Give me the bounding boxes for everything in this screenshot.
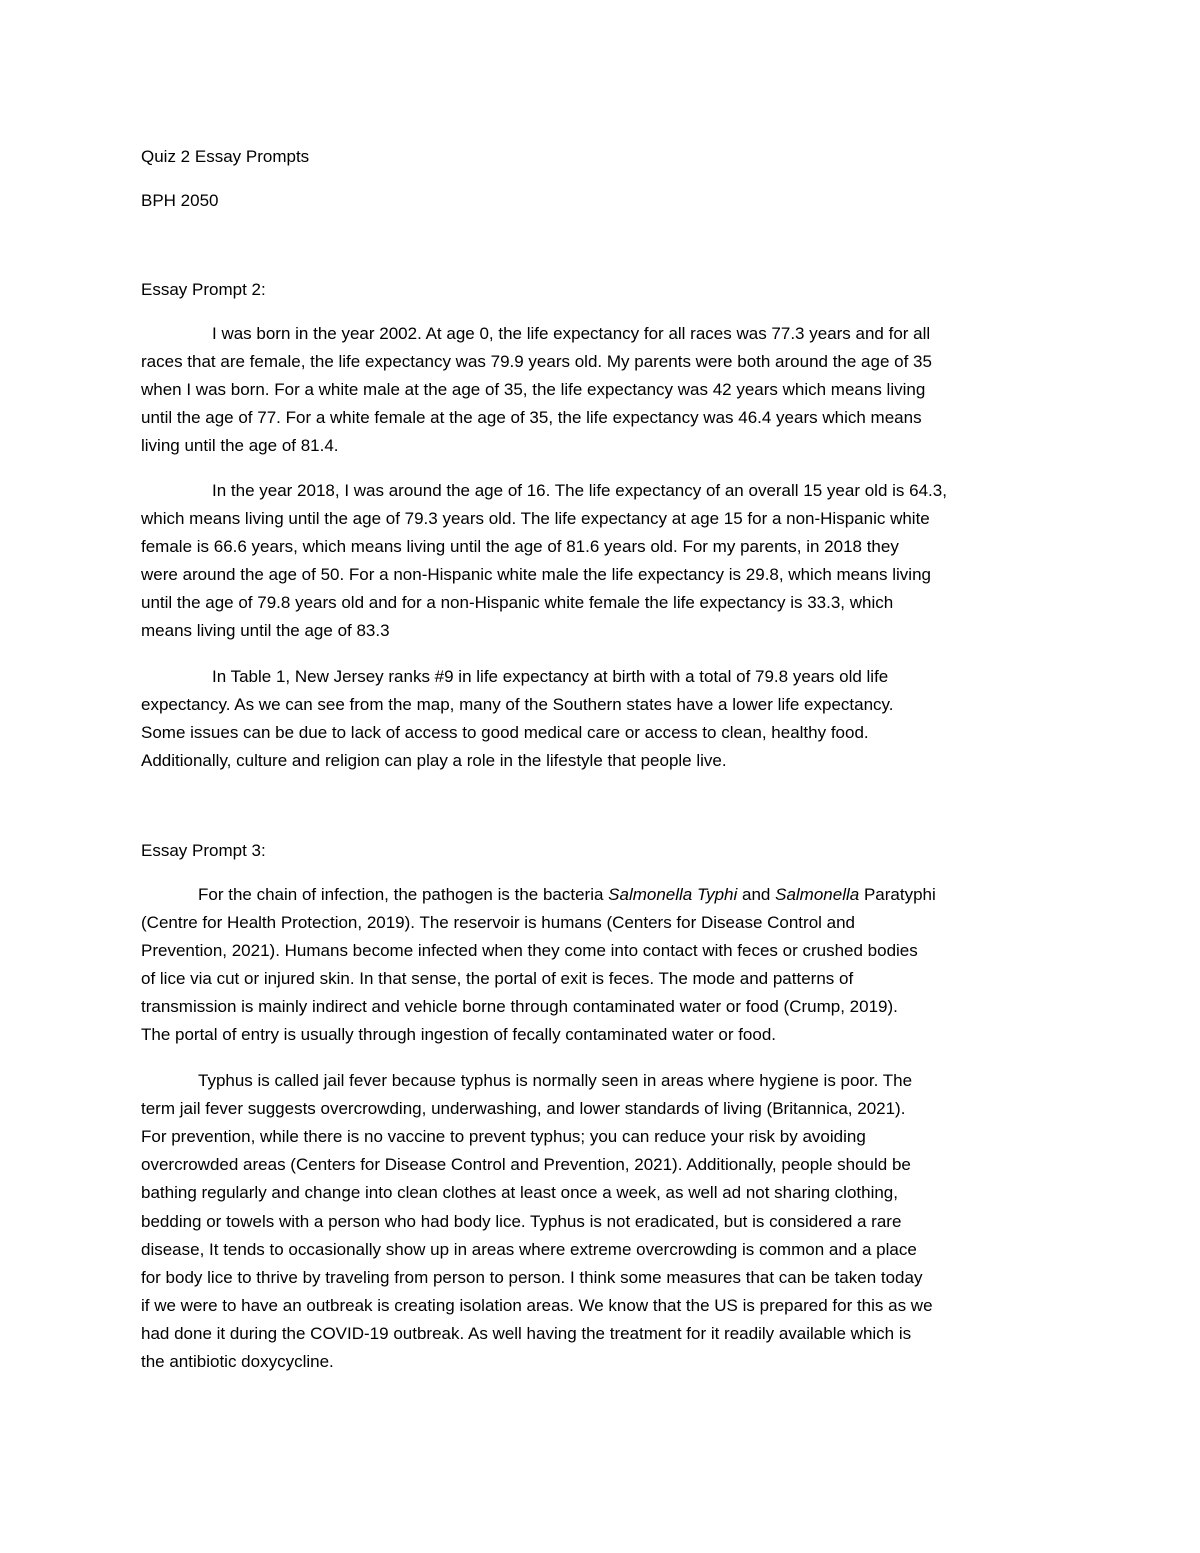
paragraph-line: were around the age of 50. For a non-Hispanic white male the life expectancy is 29.8, which means living (141, 565, 931, 584)
paragraph-line (198, 884, 936, 906)
course-code: BPH 2050 (141, 191, 219, 210)
italic-species-name: Salmonella Typhi (608, 885, 738, 904)
paragraph-line: which means living until the age of 79.3 years old. The life expectancy at age 15 for a non-Hispanic white (141, 509, 930, 528)
document-title: Quiz 2 Essay Prompts (141, 147, 310, 166)
paragraph-line: Some issues can be due to lack of access to good medical care or access to clean, healthy food. (141, 723, 869, 742)
paragraph-line: Typhus is called jail fever because typhus is normally seen in areas where hygiene is poor. The (198, 1071, 913, 1090)
paragraph-line: (Centre for Health Protection, 2019). The reservoir is humans (Centers for Disease Control and (141, 913, 856, 932)
paragraph-line: expectancy. As we can see from the map, many of the Southern states have a lower life expectancy. (141, 695, 894, 714)
text-run: For the chain of infection, the pathogen is the bacteria (198, 885, 609, 904)
paragraph-line: until the age of 79.8 years old and for a non-Hispanic white female the life expectancy is 33.3, which (141, 593, 894, 612)
paragraph-line: for body lice to thrive by traveling from person to person. I think some measures that can be taken today (141, 1268, 923, 1287)
paragraph-line: overcrowded areas (Centers for Disease Control and Prevention, 2021). Additionally, people should be (141, 1155, 911, 1174)
text-run: Paratyphi (859, 885, 936, 904)
paragraph-line: until the age of 77. For a white female at the age of 35, the life expectancy was 46.4 years which means (141, 408, 922, 427)
paragraph-line: female is 66.6 years, which means living until the age of 81.6 years old. For my parents, in 2018 they (141, 537, 899, 556)
paragraph-line: living until the age of 81.4. (141, 436, 339, 455)
paragraph-line: Prevention, 2021). Humans become infected when they come into contact with feces or crushed bodies (141, 941, 918, 960)
prompt3-heading: Essay Prompt 3: (141, 841, 266, 860)
prompt2-heading: Essay Prompt 2: (141, 280, 266, 299)
paragraph-line: Additionally, culture and religion can play a role in the lifestyle that people live. (141, 751, 727, 770)
paragraph-line: For prevention, while there is no vaccine to prevent typhus; you can reduce your risk by avoiding (141, 1127, 866, 1146)
paragraph-line: In the year 2018, I was around the age of 16. The life expectancy of an overall 15 year old is 64.3, (212, 481, 947, 500)
paragraph-line: bathing regularly and change into clean clothes at least once a week, as well ad not sharing clothing, (141, 1183, 898, 1202)
paragraph-line: I was born in the year 2002. At age 0, the life expectancy for all races was 77.3 years and for all (212, 324, 931, 343)
paragraph-line: The portal of entry is usually through ingestion of fecally contaminated water or food. (141, 1025, 777, 1044)
paragraph-line: bedding or towels with a person who had body lice. Typhus is not eradicated, but is considered a rare (141, 1212, 902, 1231)
paragraph-line: means living until the age of 83.3 (141, 621, 390, 640)
paragraph-line: the antibiotic doxycycline. (141, 1352, 334, 1371)
paragraph-line: had done it during the COVID-19 outbreak. As well having the treatment for it readily available which is (141, 1324, 912, 1343)
paragraph-line: of lice via cut or injured skin. In that sense, the portal of exit is feces. The mode and patterns of (141, 969, 854, 988)
paragraph-line: when I was born. For a white male at the age of 35, the life expectancy was 42 years which means living (141, 380, 926, 399)
paragraph-line: In Table 1, New Jersey ranks #9 in life expectancy at birth with a total of 79.8 years old life (212, 667, 889, 686)
paragraph-line: races that are female, the life expectancy was 79.9 years old. My parents were both around the age of 35 (141, 352, 932, 371)
italic-genus-name: Salmonella (775, 885, 860, 904)
paragraph-line: disease, It tends to occasionally show up in areas where extreme overcrowding is common and a place (141, 1240, 917, 1259)
paragraph-line: if we were to have an outbreak is creating isolation areas. We know that the US is prepared for this as we (141, 1296, 933, 1315)
paragraph-line: transmission is mainly indirect and vehicle borne through contaminated water or food (Crump, 2019). (141, 997, 898, 1016)
text-run: and (737, 885, 776, 904)
paragraph-line: term jail fever suggests overcrowding, underwashing, and lower standards of living (Britannica, 2021). (141, 1099, 906, 1118)
